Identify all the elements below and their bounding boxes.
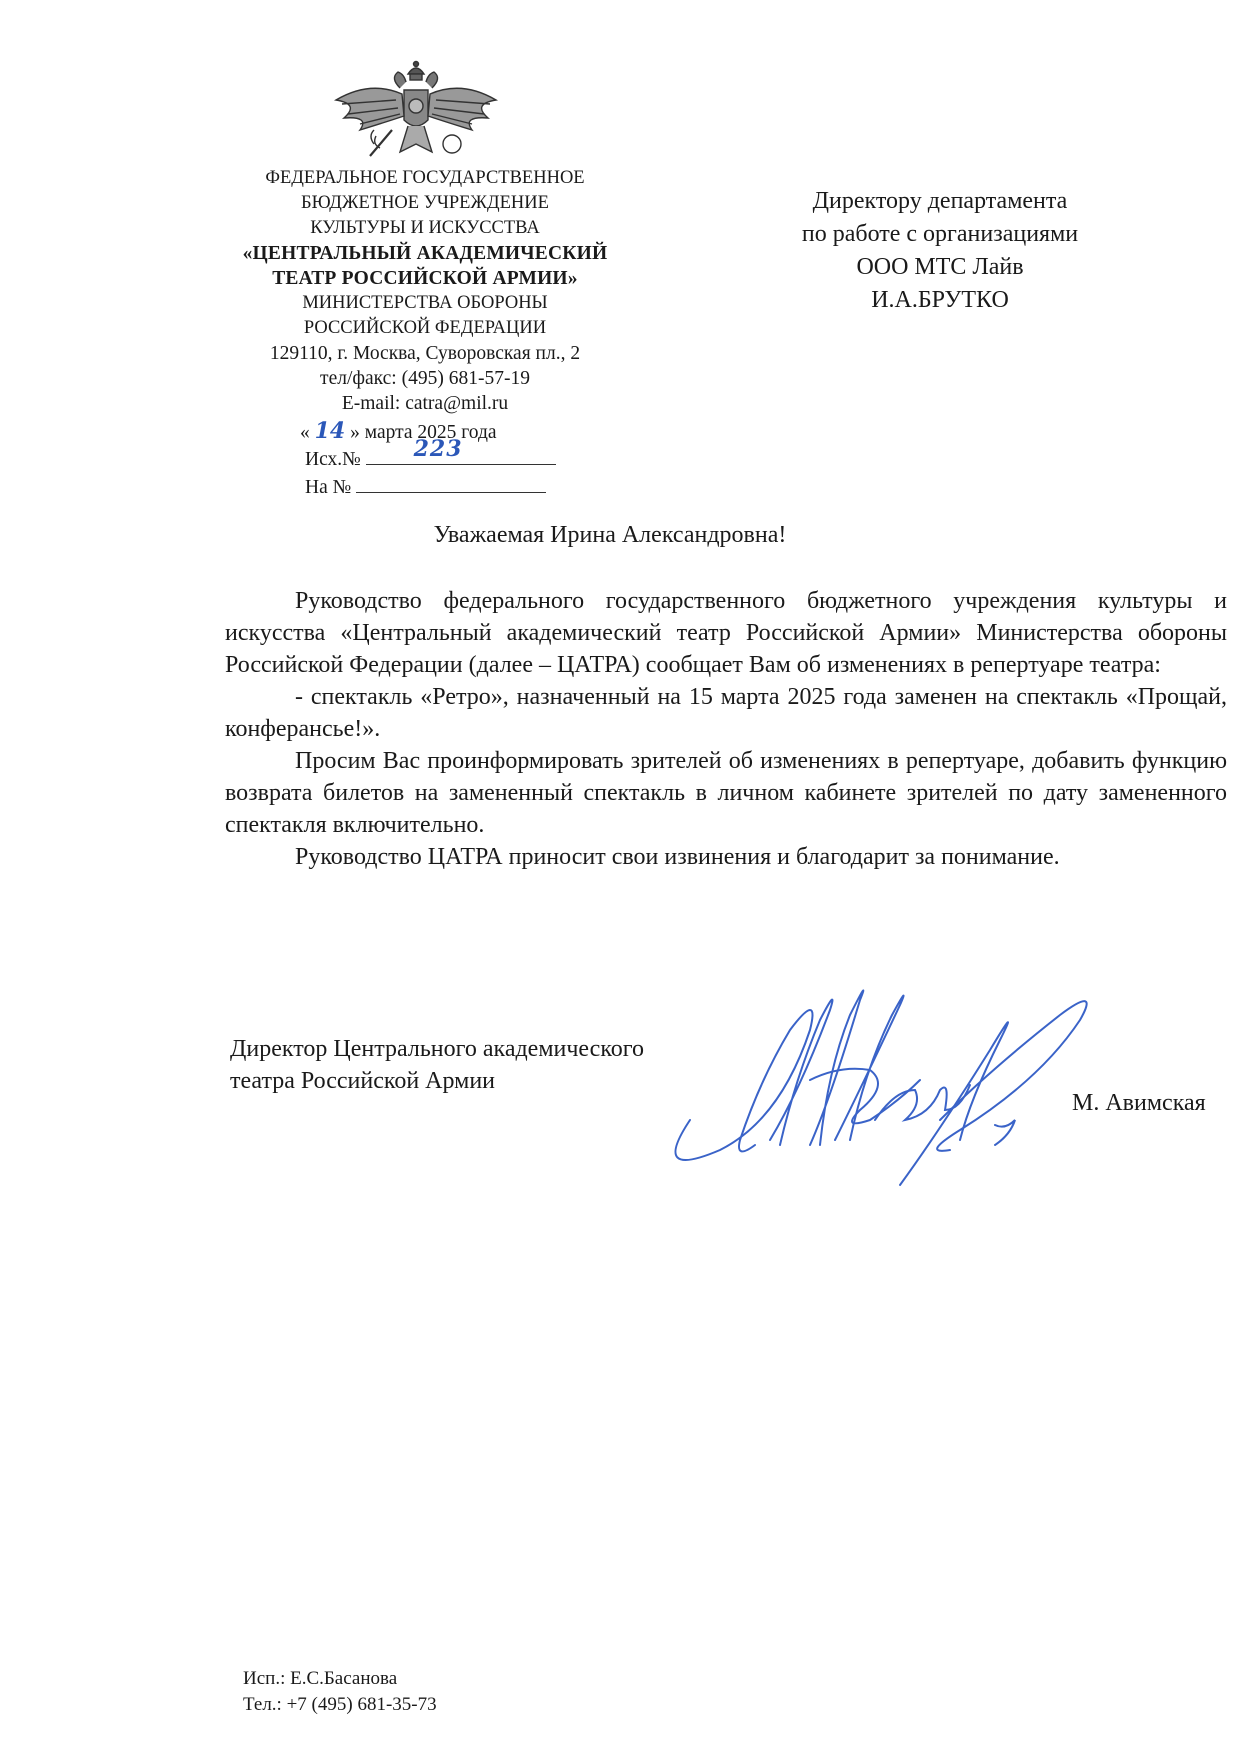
signatory-name: М. Авимская	[1072, 1090, 1206, 1116]
signatory-title	[230, 1033, 644, 1097]
body-paragraph: Руководство ЦАТРА приносит свои извинения и благодарит за понимание.	[295, 844, 1060, 870]
greeting: Уважаемая Ирина Александровна!	[433, 522, 787, 548]
handwritten-date-day: 14	[314, 418, 346, 444]
addressee-line: ООО МТС Лайв	[856, 254, 1024, 280]
signatory-title-line: театра Российской Армии	[230, 1068, 496, 1094]
incoming-number-label: На №	[305, 477, 352, 498]
organization-address: 129110, г. Москва, Суворовская пл., 2	[269, 343, 581, 364]
body-paragraph: Просим Вас проинформировать зрителей об изменениях в репертуаре, добавить функцию возврата билетов на замененный спектакль в личном кабинете зрителей по дату замененного спектакля включительно.	[225, 748, 1227, 838]
addressee-block	[745, 185, 1135, 317]
incoming-number-line	[305, 472, 546, 499]
letterhead-line: КУЛЬТУРЫ И ИСКУССТВА	[310, 218, 540, 238]
body-paragraph-bullet: - спектакль «Ретро», назначенный на 15 марта 2025 года заменен на спектакль «Прощай, конферансье!».	[225, 684, 1227, 742]
body-paragraph: Руководство федерального государственного бюджетного учреждения культуры и искусства «Центральный академический театр Российской Армии» Министерства обороны Российской Федерации (далее – ЦАТРА) сообщает Вам об изменениях в репертуаре театра:	[225, 588, 1227, 678]
signatory-title-line: Директор Центрального академического	[230, 1036, 645, 1062]
executor-name: Исп.: Е.С.Басанова	[243, 1668, 398, 1689]
outgoing-number-field	[366, 436, 556, 465]
date-suffix: » марта 2025 года	[350, 422, 497, 443]
letterhead-line: РОССИЙСКОЙ ФЕДЕРАЦИИ	[303, 318, 547, 338]
date-prefix: «	[300, 422, 310, 443]
letter-date	[300, 418, 497, 444]
addressee-line: Директору департамента	[812, 188, 1068, 214]
outgoing-number-line	[305, 436, 556, 471]
executor-info	[243, 1666, 437, 1718]
addressee-line: И.А.БРУТКО	[871, 287, 1009, 313]
handwritten-outgoing-number: 223	[413, 436, 463, 462]
letterhead-line: МИНИСТЕРСТВА ОБОРОНЫ	[302, 293, 548, 313]
addressee-line: по работе с организациями	[801, 221, 1079, 247]
organization-phone: тел/факс: (495) 681-57-19	[320, 368, 530, 389]
letterhead-line: БЮДЖЕТНОЕ УЧРЕЖДЕНИЕ	[301, 193, 549, 213]
organization-email: E-mail: catra@mil.ru	[341, 393, 509, 414]
incoming-number-field	[356, 472, 546, 493]
double-headed-eagle-emblem	[330, 60, 502, 164]
letterhead	[215, 166, 635, 416]
organization-name-line: ТЕАТР РОССИЙСКОЙ АРМИИ»	[272, 268, 578, 289]
organization-name-line: «ЦЕНТРАЛЬНЫЙ АКАДЕМИЧЕСКИЙ	[242, 243, 608, 264]
letterhead-line: ФЕДЕРАЛЬНОЕ ГОСУДАРСТВЕННОЕ	[265, 168, 585, 188]
executor-phone: Тел.: +7 (495) 681-35-73	[243, 1694, 437, 1715]
letter-body	[225, 585, 1227, 873]
handwritten-signature	[660, 970, 1130, 1225]
outgoing-number-label: Исх.№	[305, 449, 361, 470]
